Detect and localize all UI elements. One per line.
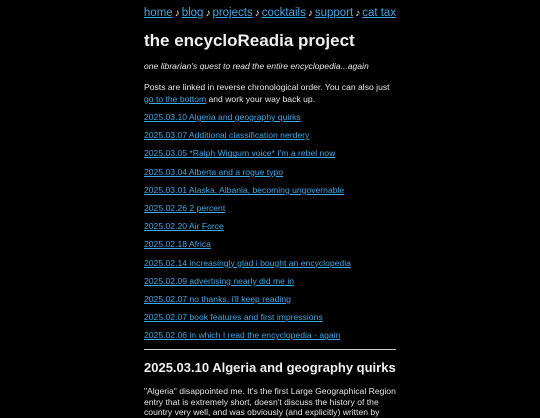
post-link[interactable]: 2025.03.04 Alberta and a rogue typo xyxy=(144,166,284,177)
post-list xyxy=(144,108,396,344)
post-link[interactable]: 2025.02.20 Air Force xyxy=(144,221,224,232)
top-nav xyxy=(0,7,540,19)
list-item xyxy=(144,126,396,144)
intro-text-before: Posts are linked in reverse chronological order. You can also just xyxy=(144,82,390,92)
go-to-bottom-link[interactable]: go to the bottom xyxy=(144,93,207,104)
music-note-icon: ♪ xyxy=(307,8,313,19)
post-link[interactable]: 2025.02.07 no thanks, i'll keep reading xyxy=(144,293,291,304)
list-item xyxy=(144,326,396,344)
nav-projects-link[interactable]: projects xyxy=(212,7,253,19)
nav-cat-tax-link[interactable]: cat tax xyxy=(362,7,397,19)
list-item xyxy=(144,163,396,181)
main-content xyxy=(144,30,396,418)
nav-home-link[interactable]: home xyxy=(143,7,173,19)
music-note-icon: ♪ xyxy=(355,8,361,19)
post-link[interactable]: 2025.02.07 book features and first impressions xyxy=(144,312,323,323)
nav-blog-link[interactable]: blog xyxy=(181,7,204,19)
list-item xyxy=(144,217,396,235)
post-link[interactable]: 2025.02.14 increasingly glad i bought an encyclopedia xyxy=(144,257,351,268)
music-note-icon: ♪ xyxy=(254,8,260,19)
music-note-icon: ♪ xyxy=(205,8,211,19)
music-note-icon: ♪ xyxy=(174,8,180,19)
list-item xyxy=(144,308,396,326)
page-title: the encycloReadia project xyxy=(144,31,355,50)
nav-support-link[interactable]: support xyxy=(314,7,354,19)
post-link[interactable]: 2025.02.09 advertising nearly did me in xyxy=(144,275,295,286)
intro-paragraph xyxy=(144,82,396,105)
post-link[interactable]: 2025.02.18 Africa xyxy=(144,239,211,250)
nav-cocktails-link[interactable]: cocktails xyxy=(261,7,306,19)
list-item xyxy=(144,272,396,290)
post-link[interactable]: 2025.03.01 Alaska, Albania, becoming ungovernable xyxy=(144,184,345,195)
list-item xyxy=(144,254,396,272)
list-item xyxy=(144,199,396,217)
post-link[interactable]: 2025.03.07 Additional classification nerdery xyxy=(144,130,310,141)
list-item xyxy=(144,181,396,199)
list-item xyxy=(144,290,396,308)
list-item xyxy=(144,235,396,253)
post-link[interactable]: 2025.03.05 *Ralph Wiggum voice* I'm a rebel now xyxy=(144,148,336,159)
list-item xyxy=(144,108,396,126)
post-body: "Algeria" disappointed me. It's the first Large Geographical Region entry that is extremely short, doesn't discuss the history of the country very well, and was obviously (and explicitly) written by xyxy=(144,386,396,418)
post-link[interactable]: 2025.03.10 Algeria and geography quirks xyxy=(144,112,301,122)
post-heading: 2025.03.10 Algeria and geography quirks xyxy=(144,360,396,376)
page-subtitle: one librarian's quest to read the entire encyclopedia...again xyxy=(144,61,369,71)
section-divider xyxy=(144,349,396,350)
intro-text-after: and work your way back up. xyxy=(206,93,316,104)
post-link[interactable]: 2025.02.06 in which I read the encyclopedia - again xyxy=(144,330,341,341)
list-item xyxy=(144,144,396,162)
post-link[interactable]: 2025.02.26 2 percent xyxy=(144,202,226,213)
